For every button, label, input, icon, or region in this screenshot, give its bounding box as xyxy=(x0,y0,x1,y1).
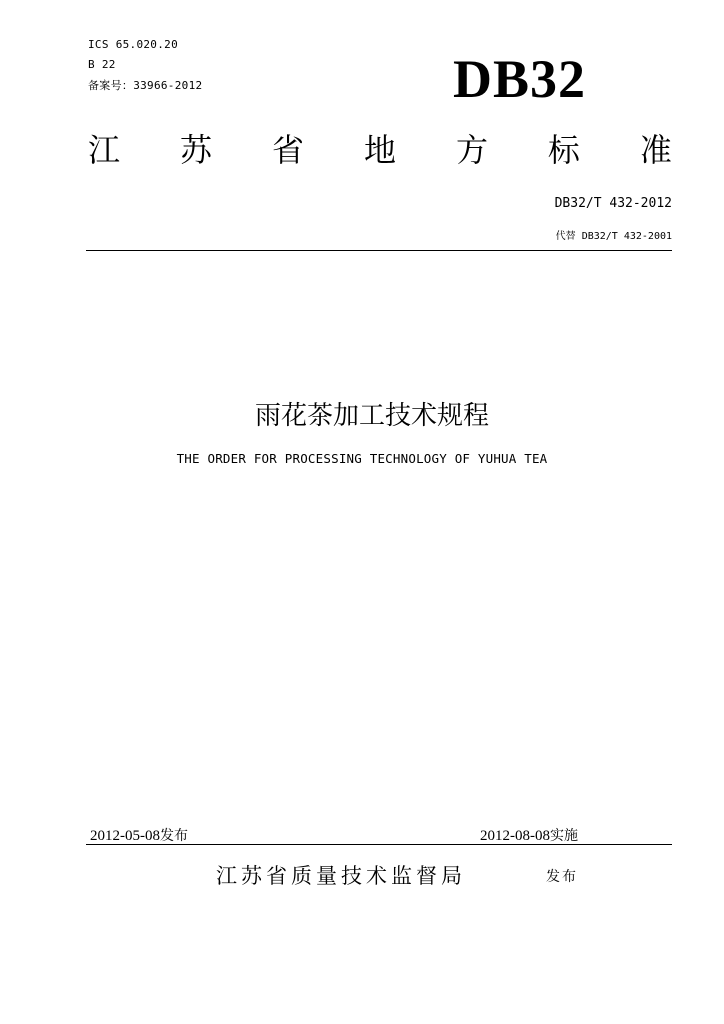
standard-type-char: 江 xyxy=(88,131,121,169)
standard-type-char: 苏 xyxy=(179,131,212,169)
document-title-english: THE ORDER FOR PROCESSING TECHNOLOGY OF YUHUA TEA xyxy=(176,451,548,466)
implementation-label: 实施 xyxy=(550,828,578,844)
implementation-date-line xyxy=(480,825,578,845)
release-label: 发布 xyxy=(160,828,188,844)
standard-type-heading xyxy=(88,131,672,169)
release-date: 2012-05-08 xyxy=(90,828,160,844)
document-title-chinese: 雨花茶加工技术规程 xyxy=(254,401,489,431)
header-divider xyxy=(86,250,672,251)
standard-type-char: 准 xyxy=(639,131,672,169)
ccs-code: B 22 xyxy=(88,58,116,71)
record-number: 备案号：33966-2012 xyxy=(88,79,203,92)
issuing-authority: 江苏省质量技术监督局 xyxy=(216,864,466,888)
standard-type-char: 省 xyxy=(271,131,304,169)
standard-type-char: 地 xyxy=(363,131,396,169)
standard-code-logo: DB32 xyxy=(453,49,587,109)
standard-number: DB32/T 432-2012 xyxy=(554,196,672,211)
standard-type-char: 方 xyxy=(455,131,488,169)
replaced-standard: 代替 DB32/T 432-2001 xyxy=(555,231,672,242)
standard-type-char: 标 xyxy=(547,131,580,169)
ics-code: ICS 65.020.20 xyxy=(88,38,178,51)
implementation-date: 2012-08-08 xyxy=(480,828,550,844)
release-date-line xyxy=(90,825,188,845)
footer-divider xyxy=(86,844,672,845)
issuing-label: 发布 xyxy=(546,869,578,885)
